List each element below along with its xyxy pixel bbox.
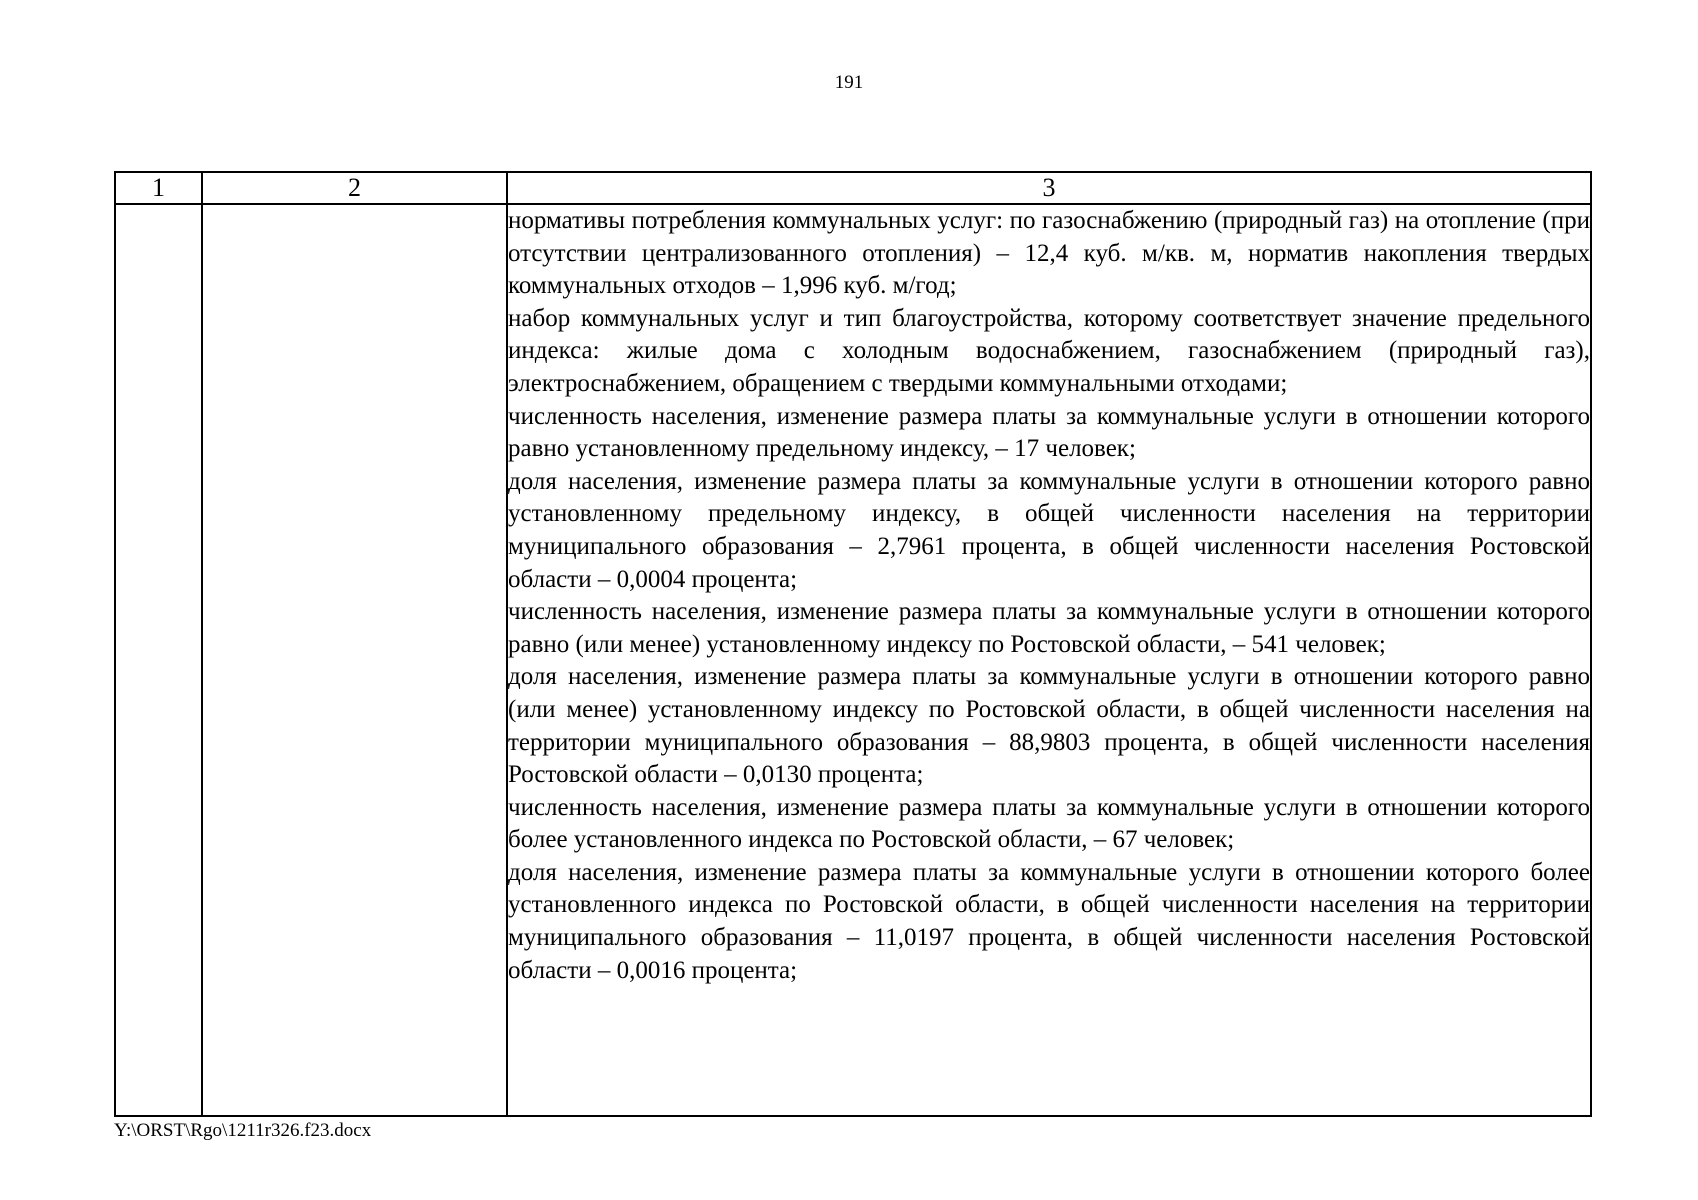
document-table (114, 171, 1592, 1117)
paragraph-population-equal-or-less-regional: численность населения, изменение размера платы за коммунальные услуги в отношении которого равно (или менее) установленному индексу по Ростовской области, – 541 человек; (508, 598, 1590, 658)
column-header-3: 3 (507, 172, 1591, 204)
column-header-1: 1 (115, 172, 202, 204)
table-row (115, 204, 1591, 1116)
paragraph-consumption-norms: нормативы потребления коммунальных услуг: по газоснабжению (природный газ) на отопление (при отсутствии централизованного отопления) – 12,4 куб. м/кв. м, норматив накопления твердых коммунальных отходов – 1,996 куб. м/год; (508, 207, 1590, 300)
footer-file-path: Y:\ORST\Rgo\1211r326.f23.docx (114, 1120, 372, 1141)
col3-content-cell (507, 204, 1591, 1116)
table-header-row (115, 172, 1591, 204)
paragraph-share-equal-or-less-regional: доля населения, изменение размера платы за коммунальные услуги в отношении которого равно (или менее) установленному индексу по Ростовской области, в общей численности населения на территории муниципального образования – 88,9803 процента, в общей численности населения Ростовской области – 0,0130 процента; (508, 663, 1590, 789)
page-number: 191 (834, 72, 864, 93)
paragraph-services-set: набор коммунальных услуг и тип благоустройства, которому соответствует значение предельного индекса: жилые дома с холодным водоснабжением, газоснабжением (природный газ), электроснабжением, обращением с твердыми коммунальными отходами; (508, 304, 1590, 397)
col1-cell (115, 204, 202, 1116)
col2-cell (202, 204, 507, 1116)
paragraph-population-above-regional: численность населения, изменение размера платы за коммунальные услуги в отношении которого более установленного индекса по Ростовской области, – 67 человек; (508, 793, 1590, 854)
column-header-2: 2 (202, 172, 507, 204)
paragraph-population-equal-limit: численность населения, изменение размера платы за коммунальные услуги в отношении которого равно установленному предельному индексу, – 17 человек; (508, 402, 1590, 463)
paragraph-share-above-regional: доля населения, изменение размера платы за коммунальные услуги в отношении которого более установленного индекса по Ростовской области, в общей численности населения на территории муниципального образования – 11,0197 процента, в общей численности населения Ростовской области – 0,0016 процента; (508, 858, 1590, 984)
paragraph-share-equal-limit: доля населения, изменение размера платы за коммунальные услуги в отношении которого равно установленному предельному индексу, в общей численности населения на территории муниципального образования – 2,7961 процента, в общей численности населения Ростовской области – 0,0004 процента; (508, 467, 1590, 593)
